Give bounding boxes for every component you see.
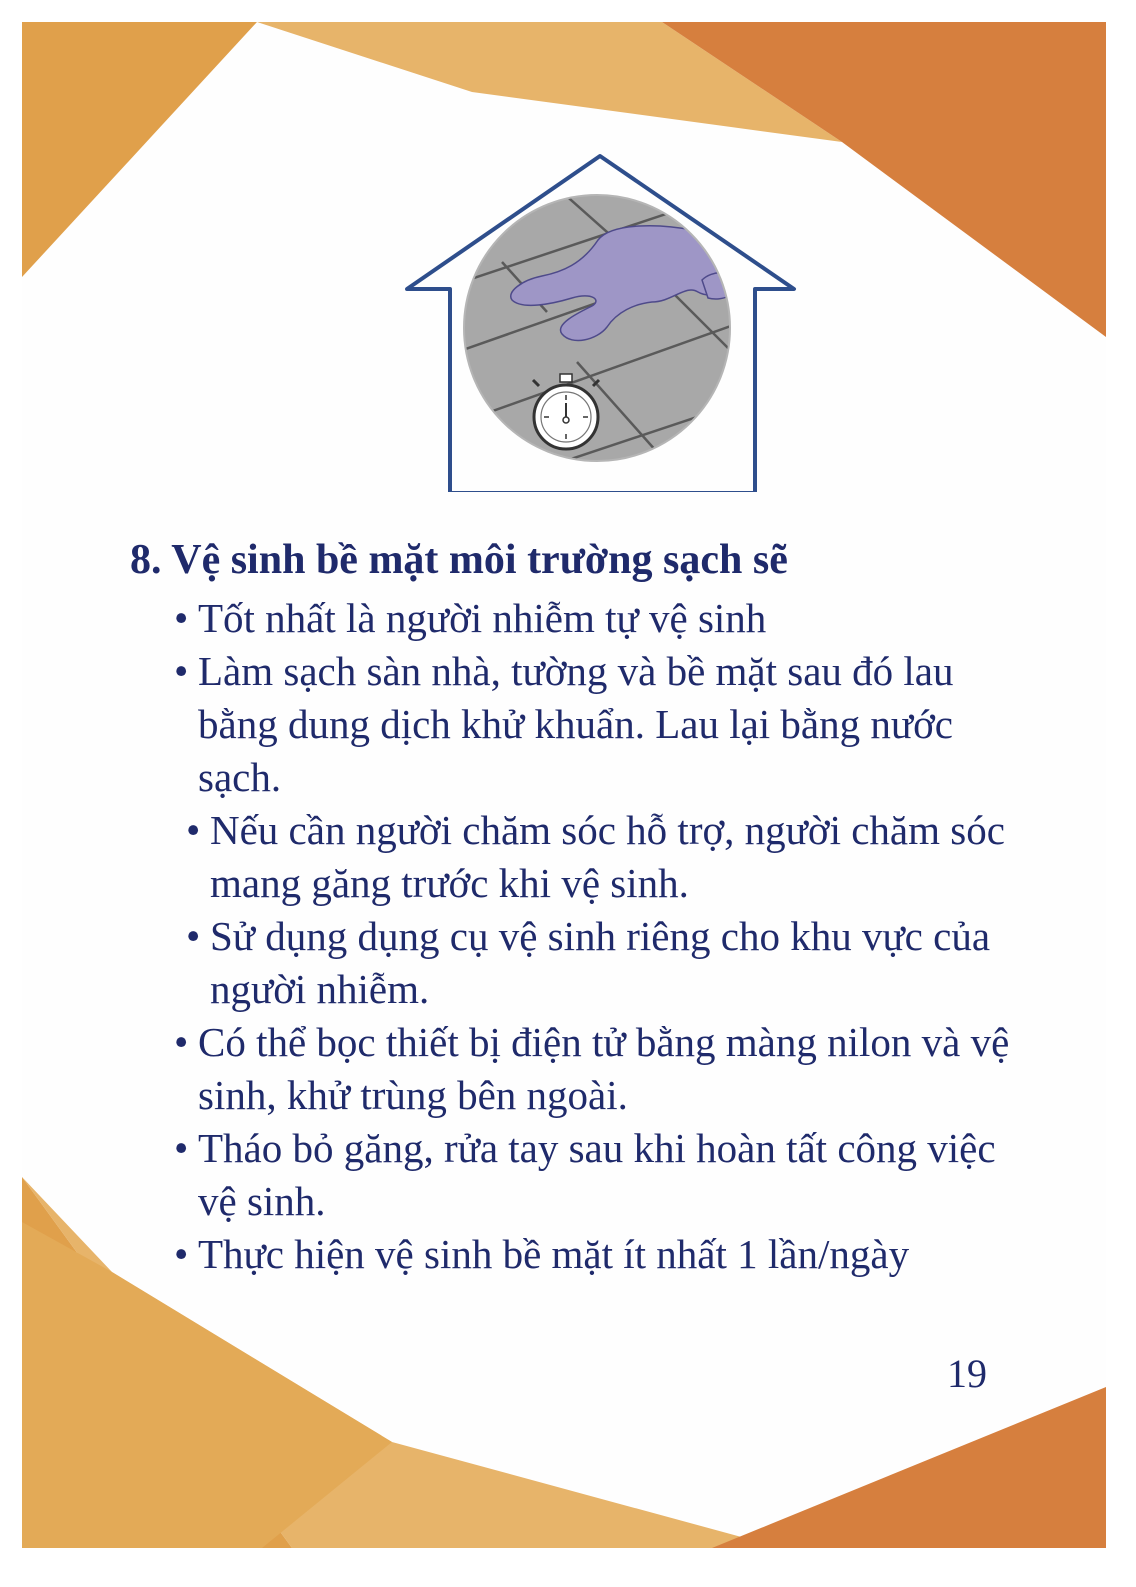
section-heading: 8. Vệ sinh bề mặt môi trường sạch sẽ bbox=[130, 537, 788, 583]
content-block bbox=[130, 534, 1010, 1281]
house-cleaning-illustration bbox=[402, 152, 822, 492]
floor-tiles bbox=[457, 192, 742, 482]
deco-bottom-right-dark bbox=[712, 1387, 1106, 1548]
deco-top-left-dark bbox=[22, 22, 257, 277]
bullet-item: • Tốt nhất là người nhiễm tự vệ sinh bbox=[152, 592, 1010, 645]
bullet-list bbox=[130, 592, 1010, 1281]
bullet-item: • Nếu cần người chăm sóc hỗ trợ, người chăm sóc mang găng trước khi vệ sinh. bbox=[164, 804, 1010, 910]
bullet-item: • Thực hiện vệ sinh bề mặt ít nhất 1 lần/ngày bbox=[152, 1228, 1010, 1281]
document-page bbox=[22, 22, 1106, 1548]
bullet-item: • Làm sạch sàn nhà, tường và bề mặt sau đó lau bằng dung dịch khử khuẩn. Lau lại bằng nước sạch. bbox=[152, 645, 1010, 804]
bullet-item: • Sử dụng dụng cụ vệ sinh riêng cho khu vực của người nhiễm. bbox=[164, 910, 1010, 1016]
page-number: 19 bbox=[947, 1351, 987, 1396]
bullet-item: • Có thể bọc thiết bị điện tử bằng màng nilon và vệ sinh, khử trùng bên ngoài. bbox=[152, 1016, 1010, 1122]
bullet-item: • Tháo bỏ găng, rửa tay sau khi hoàn tất công việc vệ sinh. bbox=[152, 1122, 1010, 1228]
